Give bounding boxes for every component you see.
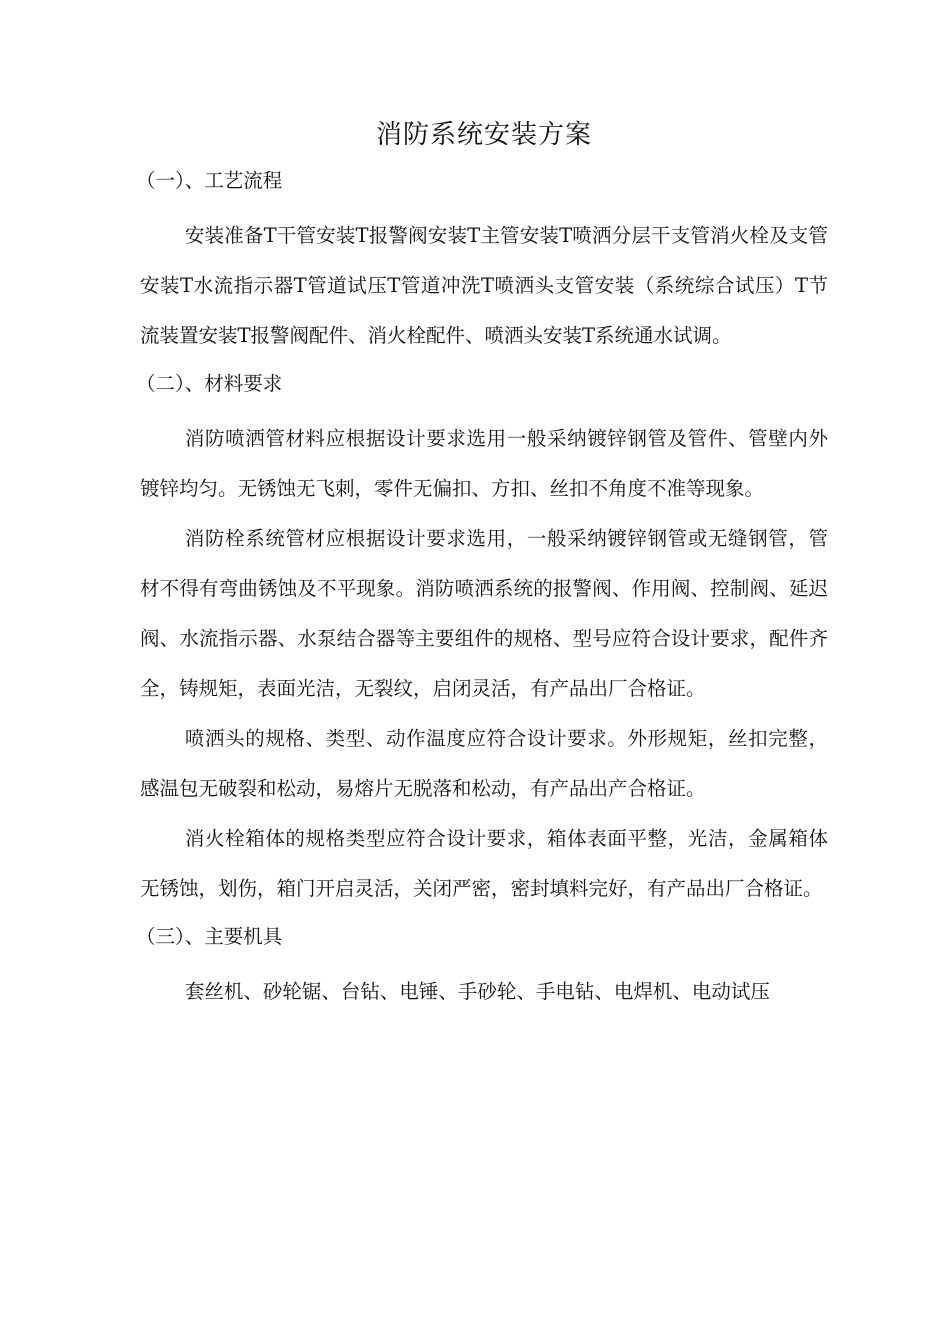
section-heading-materials: （二）、材料要求 xyxy=(136,372,283,395)
section-process xyxy=(136,162,828,361)
paragraph-hydrant-pipe: 消防栓系统管材应根据设计要求选用，一般采纳镀锌钢管或无缝钢管，管材不得有弯曲锈蚀及不平现象。消防喷洒系统的报警阀、作用阀、控制阀、延迟阀、水流指示器、水泵结合器等主要组件的规格、型号应符合设计要求，配件齐全，铸规矩，表面光洁，无裂纹，启闭灵活，有产品出厂合格证。 xyxy=(140,527,828,700)
section-materials xyxy=(136,365,828,914)
section-heading-tools: （三）、主要机具 xyxy=(136,925,283,948)
section-tools xyxy=(136,918,828,1017)
document-title: 消防系统安装方案 xyxy=(375,120,592,150)
paragraph-sprinkler-head: 喷洒头的规格、类型、动作温度应符合设计要求。外形规矩，丝扣完整，感温包无破裂和松动，易熔片无脱落和松动，有产品出产合格证。 xyxy=(140,727,828,800)
paragraph-hydrant-box: 消火栓箱体的规格类型应符合设计要求，箱体表面平整，光洁，金属箱体无锈蚀，划伤，箱门开启灵活，关闭严密，密封填料完好，有产品出厂合格证。 xyxy=(140,827,828,900)
paragraph-tools-list: 套丝机、砂轮锯、台钻、电锤、手砂轮、手电钻、电焊机、电动试压 xyxy=(184,980,770,1003)
document-page xyxy=(136,112,828,1017)
paragraph-process-flow: 安装准备T干管安装T报警阀安装T主管安装T喷洒分层干支管消火栓及支管安装T水流指示器T管道试压T管道冲洗T喷洒头支管安装（系统综合试压）T节流装置安装T报警阀配件、消火栓配件、喷洒头安装T系统通水试调。 xyxy=(140,224,828,347)
paragraph-sprinkler-pipe: 消防喷洒管材料应根据设计要求选用一般采纳镀锌钢管及管件、管壁内外镀锌均匀。无锈蚀无飞刺，零件无偏扣、方扣、丝扣不角度不准等现象。 xyxy=(140,427,828,500)
section-heading-process: （一）、工艺流程 xyxy=(136,169,283,192)
